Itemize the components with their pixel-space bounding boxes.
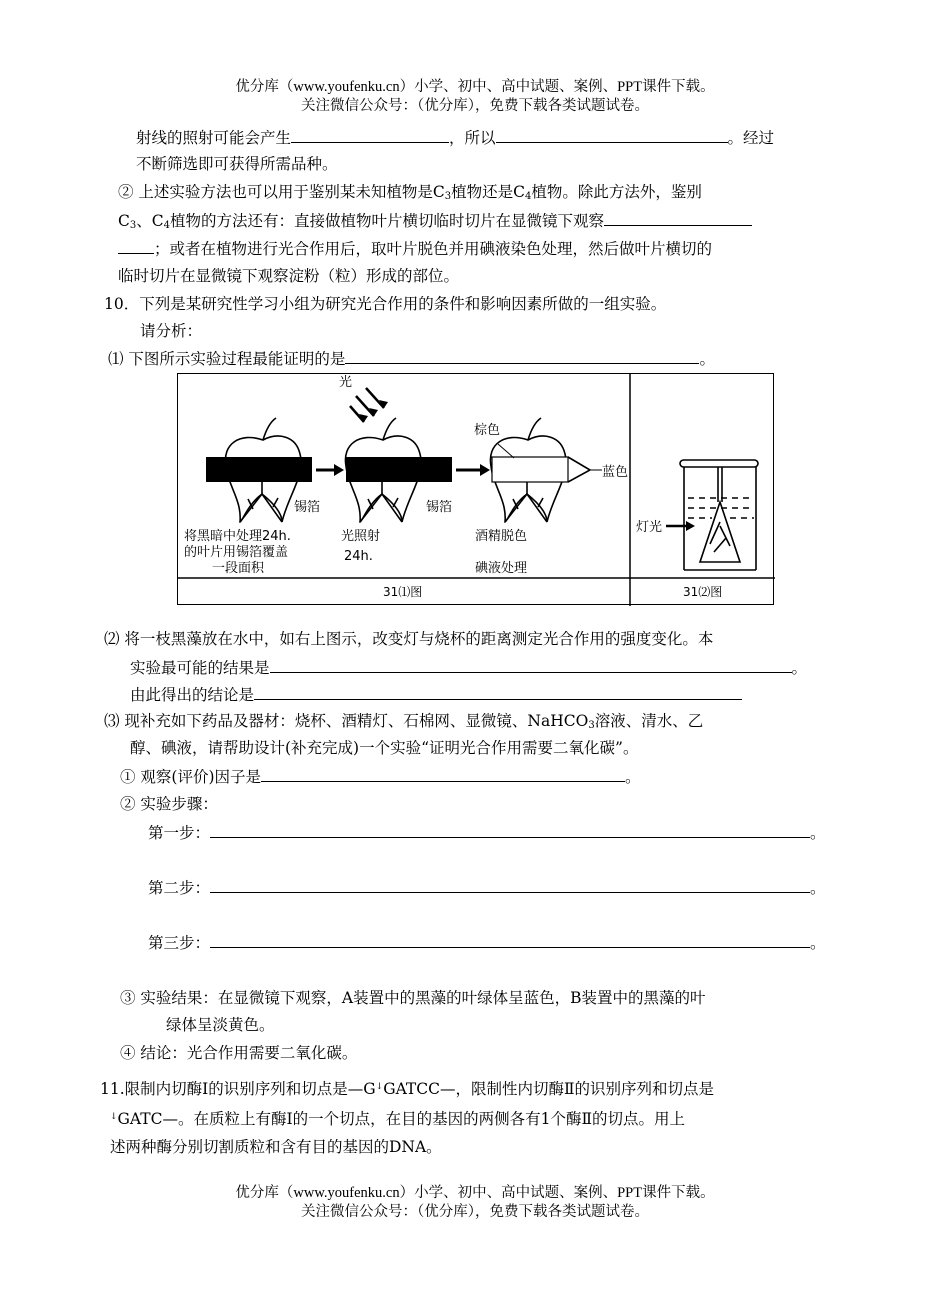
q9-line1 (136, 126, 774, 149)
q10-part3-line2: 醇、碘液，请帮助设计(补充完成)一个实验“证明光合作用需要二氧化碳”。 (130, 739, 639, 757)
q10-s1-text: ① 观察(评价)因子是 (120, 768, 262, 786)
q10-sub: 请分析： (140, 322, 203, 340)
sub-4: 4 (525, 191, 532, 202)
q9-l4a: C (118, 212, 130, 230)
q9-line5 (118, 237, 712, 260)
step2-label: 第二步： (148, 879, 211, 897)
step3-label: 第三步： (148, 934, 211, 952)
q10-s2: ② 实验步骤： (120, 795, 218, 813)
blank[interactable] (342, 656, 792, 673)
q10-p3a: ⑶ 现补充如下药品及器材：烧杯、酒精灯、石棉网、显微镜、NaHCO (104, 712, 589, 730)
label-dark-3: 一段面积 (212, 561, 265, 576)
label-dark-2: 的叶片用锡箔覆盖 (184, 545, 289, 560)
blank[interactable] (118, 237, 154, 254)
q11-l1b: GATCC—，限制性内切酶Ⅱ的识别序列和切点是 (383, 1080, 715, 1098)
label-light: 光 (339, 375, 353, 390)
page-footer-line2: 关注微信公众号：（优分库），免费下载各类试题试卷。 (301, 1204, 649, 1220)
cut-mark: ↓ (375, 1082, 384, 1092)
blank[interactable] (261, 765, 625, 782)
blank[interactable] (496, 126, 728, 143)
q10-step2 (148, 876, 826, 899)
label-hours: 24h. (344, 549, 373, 564)
q9-line6: 临时切片在显微镜下观察淀粉（粒）形成的部位。 (118, 267, 460, 285)
leaf-3 (490, 418, 590, 522)
q11-l1a: 11.限制内切酶Ⅰ的识别序列和切点是—G (100, 1080, 376, 1098)
blank[interactable] (345, 347, 699, 364)
q11-line2 (110, 1106, 685, 1130)
label-brown: 棕色 (474, 423, 501, 438)
label-foil-1: 锡箔 (294, 500, 321, 515)
q10-title: 10．下列是某研究性学习小组为研究光合作用的条件和影响因素所做的一组实验。 (104, 295, 667, 313)
figure-svg (178, 374, 775, 606)
q11-line1 (100, 1076, 714, 1100)
q10-step1 (148, 821, 826, 844)
label-dark-1: 将黑暗中处理24h. (184, 529, 291, 544)
q10-part1 (108, 347, 715, 370)
q10-s4: ④ 结论：光合作用需要二氧化碳。 (120, 1044, 358, 1062)
q10-p3b: 溶液、清水、乙 (594, 712, 704, 730)
label-foil-2: 锡箔 (426, 500, 453, 515)
blank[interactable] (254, 683, 742, 700)
sub-3: 3 (129, 220, 137, 231)
q9-line4 (118, 209, 752, 237)
arrow-1 (316, 464, 344, 476)
q11-line3: 述两种酶分别切割质粒和含有目的基因的DNA。 (110, 1138, 442, 1156)
experiment-figure (177, 373, 774, 605)
caption-fig2: 31⑵图 (683, 585, 723, 599)
q10-part2-line3 (130, 683, 742, 706)
arrow-2 (456, 464, 490, 476)
label-lamp: 灯光 (636, 520, 663, 535)
q10-p2b-end: 。 (791, 659, 808, 677)
q9-l5: ；或者在植物进行光合作用后，取叶片脱色并用碘液染色处理，然后做叶片横切的 (154, 240, 713, 258)
label-iodine: 碘液处理 (475, 561, 528, 576)
sub-3: 3 (444, 191, 452, 202)
step-end: 。 (810, 879, 826, 897)
q9-l4b: 、C (136, 212, 164, 230)
q9-l4c: 植物的方法还有：直接做植物叶片横切临时切片在显微镜下观察 (170, 212, 605, 230)
q9-l3a: ② 上述实验方法也可以用于鉴别某未知植物是C (118, 183, 445, 201)
q9-line3 (118, 181, 702, 208)
q10-p2c: 由此得出的结论是 (130, 686, 255, 704)
blank[interactable] (270, 656, 342, 673)
q10-p1-end: 。 (699, 350, 715, 368)
blank[interactable] (210, 931, 810, 948)
foil-strip-1 (206, 457, 312, 482)
q10-s1-end: 。 (625, 768, 641, 786)
step1-label: 第一步： (148, 824, 211, 842)
label-illum: 光照射 (341, 529, 381, 544)
q10-part2-line2 (130, 656, 807, 679)
step-end: 。 (810, 824, 826, 842)
step-end: 。 (810, 934, 826, 952)
q9-l1a: 射线的照射可能会产生 (136, 129, 292, 147)
brown-pointer (498, 444, 514, 458)
caption-fig1: 31⑴图 (383, 585, 423, 599)
page-footer-line1: 优分库（www.youfenku.cn）小学、初中、高中试题、案例、PPT课件下载。 (235, 1185, 715, 1201)
q9-l1b: ，所以 (449, 129, 496, 147)
water-dashes (688, 498, 754, 518)
q10-step3 (148, 931, 826, 954)
q11-l2: GATC—。在质粒上有酶Ⅰ的一个切点，在目的基因的两侧各有1个酶Ⅱ的切点。用上 (117, 1110, 685, 1128)
beaker (680, 460, 758, 570)
blank[interactable] (210, 821, 810, 838)
page-header-line1: 优分库（www.youfenku.cn）小学、初中、高中试题、案例、PPT课件下载。 (235, 79, 715, 95)
foil-strip-2 (346, 457, 452, 482)
q10-p1: ⑴ 下图所示实验过程最能证明的是 (108, 350, 346, 368)
label-blue: 蓝色 (602, 465, 629, 480)
blank[interactable] (210, 876, 810, 893)
label-alcohol: 酒精脱色 (475, 529, 528, 544)
lamp-arrow (666, 521, 695, 531)
q9-l3b: 植物还是C (451, 183, 526, 201)
page-header-line2: 关注微信公众号：（优分库），免费下载各类试题试卷。 (301, 98, 649, 114)
sub-4: 4 (163, 220, 170, 231)
q9-l1c: 。经过 (727, 129, 775, 147)
q10-part3-line1 (104, 710, 703, 737)
q9-line2: 不断筛选即可获得所需品种。 (136, 155, 338, 173)
cut-mark: ↓ (110, 1112, 118, 1122)
blank[interactable] (604, 209, 752, 226)
q9-l3c: 植物。除此方法外，鉴别 (531, 183, 702, 201)
sub-3: 3 (588, 720, 595, 731)
q10-s1 (120, 765, 641, 788)
q10-s3-line2: 绿体呈淡黄色。 (166, 1016, 275, 1034)
q10-p2b: 实验最可能的结果是 (130, 659, 270, 677)
q10-s3-line1: ③ 实验结果：在显微镜下观察，A装置中的黑藻的叶绿体呈蓝色，B装置中的黑藻的叶 (120, 989, 706, 1007)
blank[interactable] (291, 126, 449, 143)
q10-part2-line1: ⑵ 将一枝黑藻放在水中，如右上图示，改变灯与烧杯的距离测定光合作用的强度变化。本 (104, 630, 714, 648)
